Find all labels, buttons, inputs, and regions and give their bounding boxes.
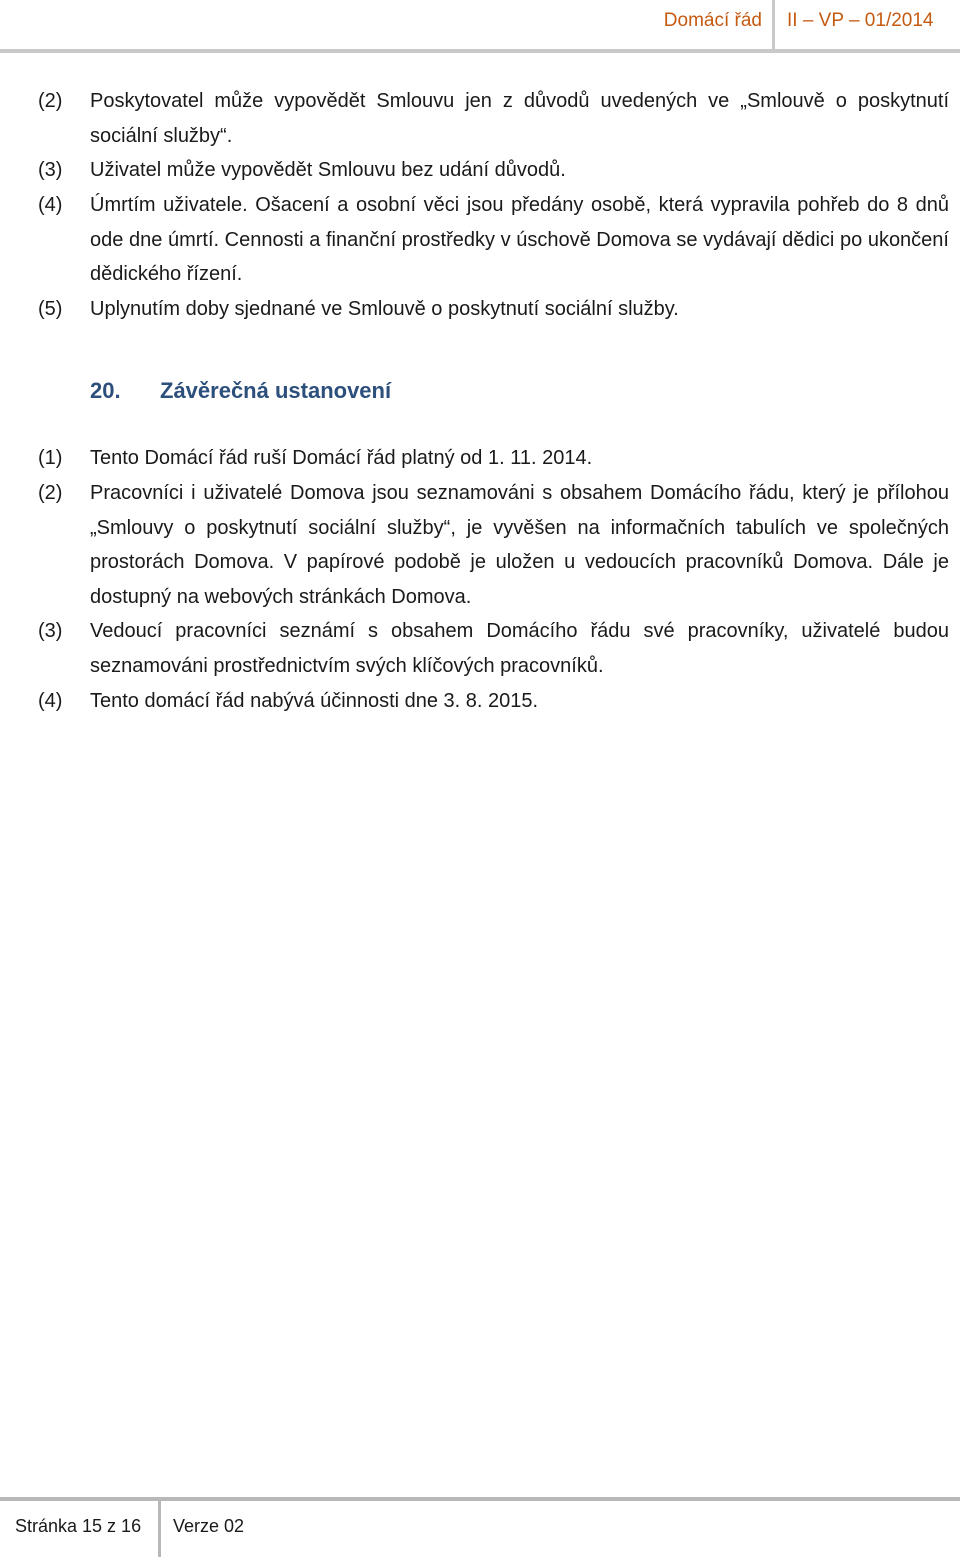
item-text: Úmrtím uživatele. Ošacení a osobní věci jsou předány osobě, která vypravila pohřeb do 8 dnů ode dne úmrtí. Cennosti a finanční prostředky v úschově Domova se vydávají dědici po ukončení dědického řízení. [90,194,949,285]
item-number: (4) [38,690,63,712]
list-item [38,153,949,188]
list-item [38,684,949,719]
item-text: Uplynutím doby sjednané ve Smlouvě o poskytnutí sociální služby. [90,298,679,320]
item-number: (1) [38,447,63,469]
list-item [38,188,949,292]
item-number: (3) [38,620,63,642]
page-header [0,0,960,55]
list-item [38,292,949,327]
item-text: Tento domácí řád nabývá účinnosti dne 3. 8. 2015. [90,690,539,712]
item-text: Uživatel může vypovědět Smlouvu bez udání důvodů. [90,159,566,181]
section-number: 20. [90,378,121,403]
item-text: Pracovníci i uživatelé Domova jsou seznamováni s obsahem Domácího řádu, který je přílohou „Smlouvy o poskytnutí sociální služby“, je vyvěšen na informačních tabulích ve společných prostorách Domova. V papírové podobě je uložen u vedoucích pracovníků Domova. Dále je dostupný na webových stránkách Domova. [90,482,949,608]
footer-separator [158,1497,161,1557]
list-item [38,441,949,476]
header-reference: II – VP – 01/2014 [787,10,934,31]
footer-page-number: Stránka 15 z 16 [15,1516,142,1536]
item-number: (4) [38,194,63,216]
item-number: (3) [38,159,63,181]
header-rule [0,49,960,53]
item-number: (5) [38,298,63,320]
section-heading [90,378,391,404]
item-number: (2) [38,90,63,112]
section-title: Závěrečná ustanovení [160,378,392,403]
list-item [38,84,949,153]
item-number: (2) [38,482,63,504]
footer-rule [0,1497,960,1501]
list-item [38,614,949,683]
item-text: Vedoucí pracovníci seznámí s obsahem Domácího řádu své pracovníky, uživatelé budou seznamováni prostřednictvím svých klíčových pracovníků. [90,620,949,677]
item-text: Tento Domácí řád ruší Domácí řád platný od 1. 11. 2014. [90,447,593,469]
list-item [38,476,949,614]
header-document-title: Domácí řád [663,10,762,31]
footer-version: Verze 02 [173,1516,245,1536]
header-separator [772,0,775,50]
item-text: Poskytovatel může vypovědět Smlouvu jen z důvodů uvedených ve „Smlouvě o poskytnutí sociální služby“. [90,90,949,147]
